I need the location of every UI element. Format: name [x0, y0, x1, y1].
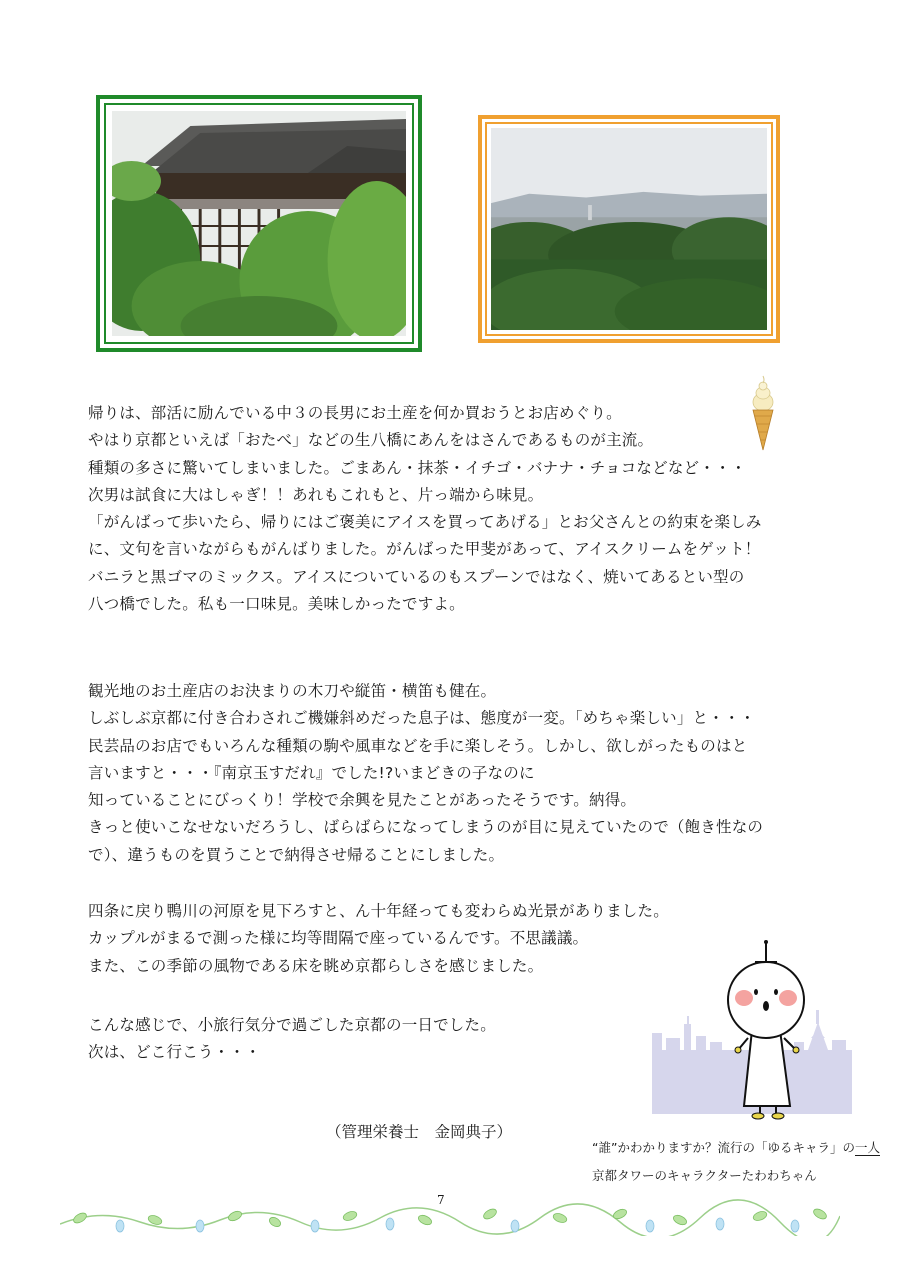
text-line: に、文句を言いながらもがんばりました。がんばった甲斐があって、アイスクリームをゲット！	[88, 540, 761, 559]
text-line: で）、違うものを買うことで納得させ帰ることにしました。	[88, 845, 505, 864]
text-line: しぶしぶ京都に付き合わされご機嫌斜めだった息子は、態度が一変。「めちゃ楽しい」と・・・	[88, 709, 756, 728]
text-line: 次男は試食に大はしゃぎ！！あれもこれもと、片っ端から味見。	[88, 485, 544, 504]
caption-underlined: 一人	[854, 1140, 880, 1155]
text-line: やはり京都といえば「おたべ」などの生八橋にあんをはさんであるものが主流。	[88, 431, 654, 450]
mascot-caption-line1	[592, 1138, 880, 1156]
text-line: 「がんばって歩いたら、帰りにはご褒美にアイスを買ってあげる」とお父さんとの約束を楽しみ	[88, 513, 762, 532]
temple-photo-frame	[96, 95, 422, 352]
souvenir-shop-paragraph	[88, 678, 828, 869]
text-line: 民芸品のお店でもいろんな種類の駒や風車などを手に楽しそう。しかし、欲しがったものはと	[88, 736, 748, 755]
page-number: 7	[437, 1193, 445, 1207]
tawawa-chan-mascot	[648, 938, 858, 1123]
leaf-vine-border	[60, 1196, 840, 1236]
text-line: 八つ橋でした。私も一口味見。美味しかったですよ。	[88, 595, 465, 614]
text-line: また、この季節の風物である床を眺め京都らしさを感じました。	[88, 956, 544, 975]
text-line: 帰りは、部活に励んでいる中３の長男にお土産を何か買おうとお店めぐり。	[88, 404, 622, 422]
text-line: 四条に戻り鴨川の河原を見下ろすと、ん十年経っても変わらぬ光景がありました。	[88, 902, 669, 920]
caption-prefix: “誰”かわかりますか？流行の「ゆるキャラ」の	[592, 1140, 855, 1155]
author-signature: （管理栄養士 金岡典子）	[326, 1123, 513, 1141]
text-line: 観光地のお土産店のお決まりの木刀や縦笛・横笛も健在。	[88, 682, 497, 700]
text-line: 知っていることにびっくり！学校で余興を見たことがあったそうです。納得。	[88, 791, 637, 810]
kiyomizu-temple-photo	[112, 111, 406, 336]
text-line: カップルがまるで測った様に均等間隔で座っているんです。不思議議。	[88, 929, 589, 948]
kyoto-view-photo-frame	[478, 115, 780, 343]
kyoto-view-photo	[491, 128, 767, 330]
text-line: 言いますと・・・『南京玉すだれ』でした!?いまどきの子なのに	[88, 763, 535, 782]
souvenir-paragraph	[88, 400, 828, 618]
text-line: バニラと黒ゴマのミックス。アイスについているのもスプーンではなく、焼いてあるとい型の	[88, 567, 745, 586]
text-line: こんな感じで、小旅行気分で過ごした京都の一日でした。	[88, 1016, 496, 1034]
text-line: 次は、どこ行こう・・・	[88, 1043, 261, 1062]
text-line: 種類の多さに驚いてしまいました。ごまあん・抹茶・イチゴ・バナナ・チョコなどなど・・・	[88, 458, 747, 477]
mascot-caption-line2: 京都タワーのキャラクターたわわちゃん	[592, 1168, 817, 1183]
text-line: きっと使いこなせないだろうし、ばらばらになってしまうのが目に見えていたので（飽き性なの	[88, 818, 764, 837]
